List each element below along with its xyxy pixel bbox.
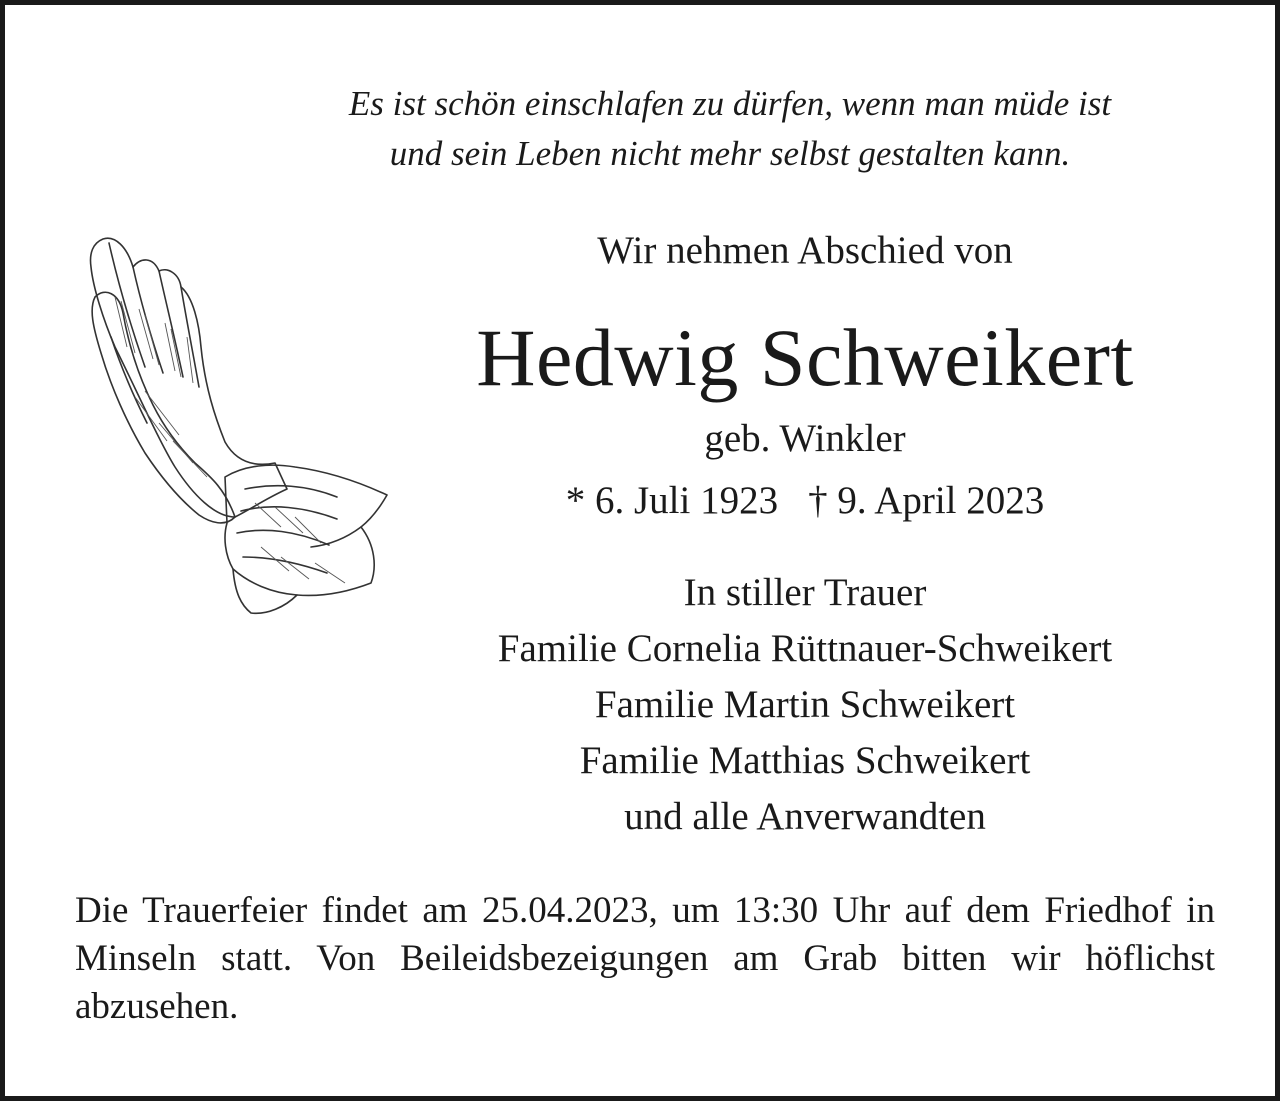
farewell-intro: Wir nehmen Abschied von — [597, 229, 1013, 272]
death-date: † 9. April 2023 — [808, 479, 1045, 522]
deceased-name: Hedwig Schweikert — [476, 312, 1134, 403]
maiden-name: geb. Winkler — [704, 417, 906, 460]
quote-line-2: und sein Leben nicht mehr selbst gestalten kann. — [389, 134, 1071, 173]
funeral-notice: Die Trauerfeier findet am 25.04.2023, um 13:30 Uhr auf dem Friedhof in Minseln statt. Von Beileidsbezeigungen am Grab bitten wir höflichst abzusehen. — [75, 890, 1215, 1027]
quote-line-1: Es ist schön einschlafen zu dürfen, wenn man müde ist — [348, 84, 1112, 123]
memorial-quote — [205, 79, 1255, 179]
mourner-family: Familie Martin Schweikert — [594, 683, 1016, 726]
praying-hands-icon — [75, 227, 400, 622]
mourning-heading: In stiller Trauer — [683, 571, 927, 614]
mourners-list — [405, 565, 1205, 845]
mourner-family: Familie Matthias Schweikert — [579, 739, 1031, 782]
mourner-relatives: und alle Anverwandten — [624, 795, 986, 838]
birth-date: * 6. Juli 1923 — [565, 479, 779, 522]
life-dates — [405, 475, 1205, 527]
mourner-family: Familie Cornelia Rüttnauer-Schweikert — [497, 627, 1113, 670]
